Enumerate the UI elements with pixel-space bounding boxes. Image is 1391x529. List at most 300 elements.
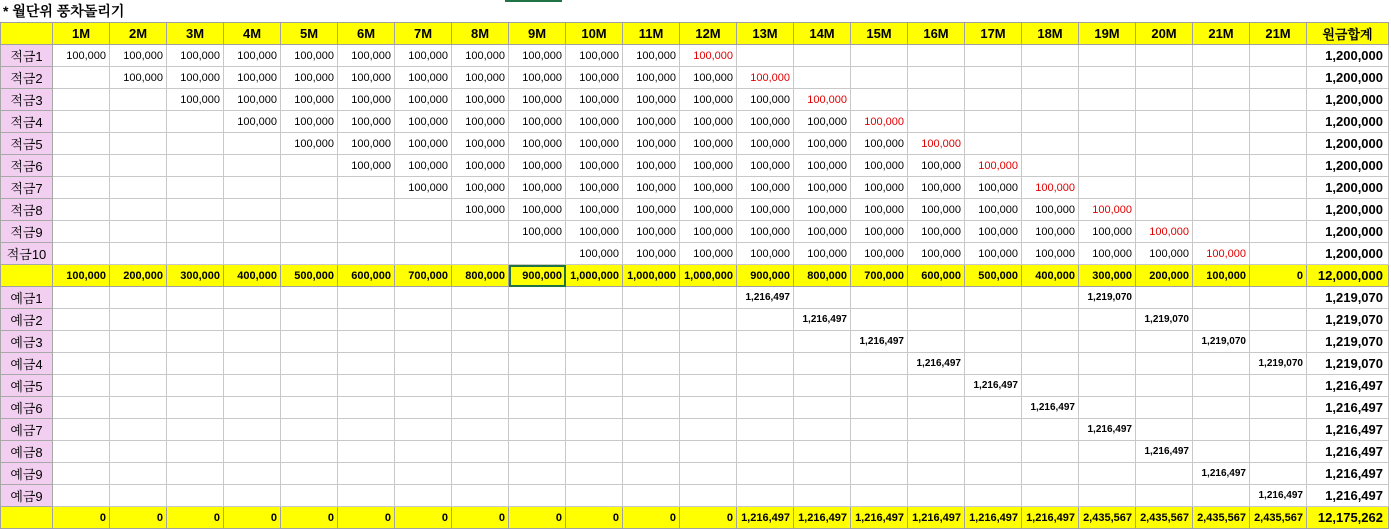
month-header[interactable]: 19M (1079, 23, 1136, 45)
deposit-amount-cell[interactable]: 100,000 (509, 199, 566, 221)
deposit-amount-cell[interactable] (110, 177, 167, 199)
deposit-amount-cell[interactable]: 100,000 (680, 133, 737, 155)
deposit-value-cell[interactable] (509, 375, 566, 397)
deposit-amount-cell[interactable]: 100,000 (452, 177, 509, 199)
deposit-value-cell[interactable] (1193, 375, 1250, 397)
deposit-amount-cell[interactable]: 100,000 (395, 177, 452, 199)
deposit-amount-cell[interactable] (851, 67, 908, 89)
deposit-value-cell[interactable] (167, 331, 224, 353)
row-total-cell[interactable]: 1,200,000 (1307, 199, 1389, 221)
deposit-amount-cell[interactable]: 100,000 (623, 199, 680, 221)
deposit-value-cell[interactable] (167, 419, 224, 441)
deposit-value-cell[interactable] (338, 485, 395, 507)
deposit-amount-cell[interactable] (965, 111, 1022, 133)
row-total-cell[interactable]: 1,216,497 (1307, 397, 1389, 419)
deposit-value-cell[interactable] (1022, 441, 1079, 463)
deposit-amount-cell[interactable]: 100,000 (509, 111, 566, 133)
deposit-value-cell[interactable] (566, 485, 623, 507)
deposit-value-cell[interactable] (1079, 331, 1136, 353)
monthly-sum-cell[interactable]: 0 (53, 507, 110, 529)
deposit-value-cell[interactable] (680, 309, 737, 331)
deposit-amount-cell[interactable] (908, 111, 965, 133)
monthly-sum-cell[interactable]: 100,000 (53, 265, 110, 287)
month-header[interactable]: 2M (110, 23, 167, 45)
deposit-value-cell[interactable] (1022, 375, 1079, 397)
deposit-amount-cell[interactable]: 100,000 (965, 199, 1022, 221)
deposit-amount-cell[interactable]: 100,000 (965, 177, 1022, 199)
deposit-amount-cell[interactable]: 100,000 (794, 133, 851, 155)
deposit-value-cell[interactable] (281, 441, 338, 463)
deposit-value-cell[interactable] (794, 397, 851, 419)
deposit-amount-cell[interactable]: 100,000 (224, 111, 281, 133)
deposit-value-cell[interactable] (224, 331, 281, 353)
monthly-sum-cell[interactable]: 0 (281, 507, 338, 529)
deposit-amount-cell[interactable] (1136, 133, 1193, 155)
deposit-amount-cell[interactable]: 100,000 (509, 177, 566, 199)
month-header[interactable]: 4M (224, 23, 281, 45)
deposit-value-cell[interactable] (794, 375, 851, 397)
deposit-value-cell[interactable] (1136, 419, 1193, 441)
deposit-value-cell[interactable] (338, 441, 395, 463)
deposit-amount-cell[interactable]: 100,000 (566, 199, 623, 221)
deposit-amount-cell[interactable]: 100,000 (794, 243, 851, 265)
deposit-row-label[interactable]: 예금6 (1, 397, 53, 419)
deposit-amount-cell[interactable]: 100,000 (224, 89, 281, 111)
deposit-value-cell[interactable] (53, 331, 110, 353)
deposit-amount-cell[interactable] (1079, 89, 1136, 111)
monthly-sum-cell[interactable]: 500,000 (281, 265, 338, 287)
deposit-value-cell[interactable] (908, 309, 965, 331)
deposit-value-cell[interactable] (509, 419, 566, 441)
deposit-amount-cell[interactable]: 100,000 (566, 45, 623, 67)
deposit-amount-cell[interactable]: 100,000 (338, 155, 395, 177)
deposit-row-label[interactable]: 예금8 (1, 441, 53, 463)
deposit-amount-cell[interactable] (851, 89, 908, 111)
deposit-value-cell[interactable] (395, 397, 452, 419)
row-total-cell[interactable]: 1,219,070 (1307, 287, 1389, 309)
month-header[interactable]: 14M (794, 23, 851, 45)
deposit-amount-cell[interactable] (1193, 111, 1250, 133)
deposit-amount-cell[interactable]: 100,000 (566, 177, 623, 199)
deposit-value-cell[interactable] (680, 375, 737, 397)
deposit-amount-cell[interactable] (53, 243, 110, 265)
deposit-value-cell[interactable] (1136, 375, 1193, 397)
month-header[interactable]: 10M (566, 23, 623, 45)
deposit-value-cell[interactable] (908, 287, 965, 309)
row-total-cell[interactable]: 1,216,497 (1307, 375, 1389, 397)
monthly-sum-cell[interactable]: 0 (623, 507, 680, 529)
deposit-value-cell[interactable] (338, 353, 395, 375)
deposit-value-cell[interactable] (851, 441, 908, 463)
deposit-value-cell[interactable]: 1,216,497 (908, 353, 965, 375)
monthly-sum-cell[interactable]: 500,000 (965, 265, 1022, 287)
deposit-value-cell[interactable] (680, 353, 737, 375)
deposit-value-cell[interactable] (965, 331, 1022, 353)
deposit-amount-cell[interactable]: 100,000 (680, 155, 737, 177)
monthly-sum-cell[interactable]: 1,216,497 (908, 507, 965, 529)
deposit-value-cell[interactable] (908, 485, 965, 507)
deposit-value-cell[interactable] (1136, 331, 1193, 353)
deposit-value-cell[interactable] (1193, 419, 1250, 441)
month-header[interactable]: 7M (395, 23, 452, 45)
deposit-amount-cell[interactable]: 100,000 (851, 221, 908, 243)
deposit-value-cell[interactable] (566, 419, 623, 441)
deposit-value-cell[interactable]: 1,216,497 (794, 309, 851, 331)
deposit-value-cell[interactable] (281, 397, 338, 419)
row-total-cell[interactable]: 1,200,000 (1307, 177, 1389, 199)
deposit-value-cell[interactable] (224, 419, 281, 441)
month-header[interactable]: 9M (509, 23, 566, 45)
deposit-value-cell[interactable] (395, 353, 452, 375)
deposit-value-cell[interactable] (110, 331, 167, 353)
savings-row-label[interactable]: 적금6 (1, 155, 53, 177)
deposit-amount-cell[interactable]: 100,000 (338, 67, 395, 89)
deposit-amount-cell[interactable] (509, 243, 566, 265)
deposit-amount-cell[interactable] (110, 221, 167, 243)
deposit-amount-cell[interactable]: 100,000 (452, 133, 509, 155)
deposit-value-cell[interactable] (452, 419, 509, 441)
deposit-amount-cell[interactable]: 100,000 (623, 67, 680, 89)
deposit-amount-cell[interactable]: 100,000 (509, 89, 566, 111)
row-total-cell[interactable]: 1,219,070 (1307, 309, 1389, 331)
deposit-value-cell[interactable] (509, 441, 566, 463)
monthly-sum-cell[interactable]: 100,000 (1193, 265, 1250, 287)
deposit-amount-cell[interactable] (224, 199, 281, 221)
deposit-amount-cell[interactable] (110, 111, 167, 133)
deposit-value-cell[interactable] (281, 287, 338, 309)
monthly-sum-cell[interactable]: 1,000,000 (566, 265, 623, 287)
savings-row-label[interactable]: 적금1 (1, 45, 53, 67)
deposit-value-cell[interactable] (110, 309, 167, 331)
deposit-amount-cell[interactable]: 100,000 (1079, 243, 1136, 265)
deposit-value-cell[interactable] (509, 353, 566, 375)
deposit-amount-cell[interactable] (110, 243, 167, 265)
deposit-value-cell[interactable] (395, 287, 452, 309)
deposit-amount-cell[interactable] (908, 45, 965, 67)
monthly-sum-cell[interactable]: 0 (509, 507, 566, 529)
deposit-value-cell[interactable] (794, 353, 851, 375)
sum-row-label[interactable] (1, 265, 53, 287)
deposit-amount-cell[interactable]: 100,000 (281, 133, 338, 155)
row-total-cell[interactable]: 1,216,497 (1307, 441, 1389, 463)
deposit-value-cell[interactable]: 1,219,070 (1136, 309, 1193, 331)
deposit-amount-cell[interactable] (224, 243, 281, 265)
deposit-amount-cell[interactable]: 100,000 (680, 111, 737, 133)
deposit-amount-cell[interactable]: 100,000 (338, 45, 395, 67)
savings-row-label[interactable]: 적금7 (1, 177, 53, 199)
deposit-amount-cell[interactable] (737, 45, 794, 67)
deposit-value-cell[interactable]: 1,219,070 (1079, 287, 1136, 309)
savings-row-label[interactable]: 적금3 (1, 89, 53, 111)
monthly-sum-cell[interactable]: 600,000 (908, 265, 965, 287)
deposit-amount-cell[interactable]: 100,000 (395, 111, 452, 133)
deposit-value-cell[interactable] (1022, 463, 1079, 485)
deposit-value-cell[interactable] (53, 309, 110, 331)
deposit-amount-cell[interactable] (1136, 67, 1193, 89)
deposit-amount-cell[interactable]: 100,000 (452, 155, 509, 177)
deposit-value-cell[interactable] (965, 463, 1022, 485)
row-total-cell[interactable]: 1,216,497 (1307, 463, 1389, 485)
deposit-amount-cell[interactable]: 100,000 (566, 243, 623, 265)
deposit-value-cell[interactable] (395, 419, 452, 441)
deposit-row-label[interactable]: 예금1 (1, 287, 53, 309)
deposit-amount-cell[interactable] (851, 45, 908, 67)
deposit-value-cell[interactable] (566, 375, 623, 397)
deposit-amount-cell[interactable]: 100,000 (794, 155, 851, 177)
deposit-amount-cell[interactable] (167, 155, 224, 177)
deposit-value-cell[interactable] (1250, 375, 1307, 397)
deposit-amount-cell[interactable]: 100,000 (281, 67, 338, 89)
deposit-value-cell[interactable] (566, 287, 623, 309)
deposit-value-cell[interactable] (1136, 397, 1193, 419)
monthly-sum-cell[interactable]: 700,000 (395, 265, 452, 287)
deposit-value-cell[interactable] (224, 353, 281, 375)
deposit-value-cell[interactable] (566, 353, 623, 375)
month-header[interactable]: 18M (1022, 23, 1079, 45)
deposit-amount-cell[interactable]: 100,000 (566, 133, 623, 155)
deposit-value-cell[interactable]: 1,216,497 (1193, 463, 1250, 485)
deposit-value-cell[interactable]: 1,216,497 (1250, 485, 1307, 507)
deposit-value-cell[interactable] (1136, 485, 1193, 507)
deposit-value-cell[interactable] (53, 375, 110, 397)
deposit-value-cell[interactable]: 1,216,497 (1079, 419, 1136, 441)
deposit-amount-cell[interactable] (452, 243, 509, 265)
deposit-amount-cell[interactable]: 100,000 (110, 67, 167, 89)
deposit-row-label[interactable]: 예금9 (1, 485, 53, 507)
deposit-value-cell[interactable] (623, 463, 680, 485)
deposit-value-cell[interactable] (965, 309, 1022, 331)
deposit-value-cell[interactable] (1250, 397, 1307, 419)
deposit-amount-cell[interactable] (1250, 89, 1307, 111)
deposit-amount-cell[interactable]: 100,000 (623, 155, 680, 177)
deposit-value-cell[interactable] (53, 397, 110, 419)
deposit-value-cell[interactable] (110, 463, 167, 485)
deposit-value-cell[interactable] (281, 331, 338, 353)
deposit-amount-cell[interactable] (1022, 67, 1079, 89)
deposit-amount-cell[interactable] (110, 89, 167, 111)
maturity-cell[interactable]: 100,000 (794, 89, 851, 111)
deposit-value-cell[interactable] (1022, 331, 1079, 353)
deposit-value-cell[interactable] (794, 419, 851, 441)
deposit-amount-cell[interactable]: 100,000 (680, 67, 737, 89)
month-header[interactable]: 8M (452, 23, 509, 45)
deposit-value-cell[interactable] (1022, 485, 1079, 507)
deposit-value-cell[interactable] (1250, 287, 1307, 309)
deposit-amount-cell[interactable] (167, 243, 224, 265)
row-total-cell[interactable]: 1,200,000 (1307, 243, 1389, 265)
deposit-value-cell[interactable] (281, 309, 338, 331)
deposit-amount-cell[interactable] (1136, 89, 1193, 111)
month-header[interactable]: 6M (338, 23, 395, 45)
deposit-amount-cell[interactable]: 100,000 (1136, 243, 1193, 265)
deposit-amount-cell[interactable] (1136, 199, 1193, 221)
deposit-amount-cell[interactable] (1193, 67, 1250, 89)
deposit-amount-cell[interactable]: 100,000 (1022, 199, 1079, 221)
deposit-value-cell[interactable] (167, 287, 224, 309)
deposit-amount-cell[interactable] (1250, 199, 1307, 221)
deposit-value-cell[interactable] (851, 485, 908, 507)
deposit-value-cell[interactable] (680, 463, 737, 485)
deposit-amount-cell[interactable]: 100,000 (395, 133, 452, 155)
deposit-amount-cell[interactable]: 100,000 (680, 243, 737, 265)
deposit-amount-cell[interactable] (965, 67, 1022, 89)
deposit-amount-cell[interactable]: 100,000 (623, 133, 680, 155)
deposit-value-cell[interactable] (1022, 309, 1079, 331)
deposit-amount-cell[interactable]: 100,000 (395, 89, 452, 111)
monthly-sum-cell[interactable]: 2,435,567 (1250, 507, 1307, 529)
deposit-value-cell[interactable] (224, 375, 281, 397)
deposit-amount-cell[interactable]: 100,000 (452, 111, 509, 133)
deposit-amount-cell[interactable] (1250, 67, 1307, 89)
deposit-amount-cell[interactable] (281, 177, 338, 199)
deposit-amount-cell[interactable] (1079, 111, 1136, 133)
savings-row-label[interactable]: 적금5 (1, 133, 53, 155)
deposit-amount-cell[interactable]: 100,000 (908, 155, 965, 177)
month-header[interactable]: 12M (680, 23, 737, 45)
deposit-amount-cell[interactable]: 100,000 (794, 177, 851, 199)
deposit-value-cell[interactable] (509, 397, 566, 419)
monthly-sum-cell[interactable]: 400,000 (224, 265, 281, 287)
maturity-cell[interactable]: 100,000 (680, 45, 737, 67)
deposit-amount-cell[interactable]: 100,000 (851, 177, 908, 199)
deposit-value-cell[interactable] (167, 397, 224, 419)
deposit-value-cell[interactable] (167, 353, 224, 375)
maturity-cell[interactable]: 100,000 (965, 155, 1022, 177)
monthly-sum-cell[interactable]: 0 (680, 507, 737, 529)
deposit-value-cell[interactable] (395, 331, 452, 353)
grand-total-cell[interactable]: 12,175,262 (1307, 507, 1389, 529)
deposit-amount-cell[interactable]: 100,000 (167, 67, 224, 89)
deposit-amount-cell[interactable]: 100,000 (566, 111, 623, 133)
deposit-amount-cell[interactable] (53, 133, 110, 155)
deposit-value-cell[interactable] (53, 441, 110, 463)
deposit-amount-cell[interactable] (53, 155, 110, 177)
month-header[interactable]: 17M (965, 23, 1022, 45)
deposit-value-cell[interactable] (1193, 287, 1250, 309)
monthly-sum-cell[interactable]: 800,000 (452, 265, 509, 287)
deposit-amount-cell[interactable]: 100,000 (224, 67, 281, 89)
deposit-value-cell[interactable] (509, 463, 566, 485)
monthly-sum-cell[interactable]: 200,000 (1136, 265, 1193, 287)
monthly-sum-cell[interactable]: 400,000 (1022, 265, 1079, 287)
deposit-row-label[interactable]: 예금7 (1, 419, 53, 441)
deposit-value-cell[interactable] (1022, 419, 1079, 441)
deposit-value-cell[interactable] (338, 287, 395, 309)
deposit-amount-cell[interactable] (224, 133, 281, 155)
row-total-cell[interactable]: 1,200,000 (1307, 89, 1389, 111)
deposit-value-cell[interactable] (680, 441, 737, 463)
deposit-value-cell[interactable] (680, 287, 737, 309)
deposit-amount-cell[interactable] (1136, 177, 1193, 199)
deposit-value-cell[interactable] (1250, 309, 1307, 331)
row-total-cell[interactable]: 1,200,000 (1307, 133, 1389, 155)
deposit-value-cell[interactable] (110, 419, 167, 441)
deposit-value-cell[interactable] (965, 419, 1022, 441)
deposit-amount-cell[interactable] (110, 155, 167, 177)
deposit-value-cell[interactable] (452, 309, 509, 331)
maturity-cell[interactable]: 100,000 (1136, 221, 1193, 243)
deposit-value-cell[interactable] (1079, 309, 1136, 331)
deposit-amount-cell[interactable]: 100,000 (509, 155, 566, 177)
monthly-sum-cell[interactable]: 1,216,497 (794, 507, 851, 529)
deposit-amount-cell[interactable] (1079, 177, 1136, 199)
deposit-amount-cell[interactable] (1193, 133, 1250, 155)
deposit-amount-cell[interactable]: 100,000 (623, 111, 680, 133)
deposit-value-cell[interactable] (965, 353, 1022, 375)
deposit-amount-cell[interactable] (338, 221, 395, 243)
savings-row-label[interactable]: 적금4 (1, 111, 53, 133)
deposit-value-cell[interactable]: 1,216,497 (851, 331, 908, 353)
deposit-amount-cell[interactable]: 100,000 (1079, 221, 1136, 243)
deposit-value-cell[interactable] (110, 287, 167, 309)
deposit-value-cell[interactable] (1250, 331, 1307, 353)
deposit-amount-cell[interactable]: 100,000 (110, 45, 167, 67)
deposit-amount-cell[interactable]: 100,000 (566, 67, 623, 89)
deposit-amount-cell[interactable] (1079, 67, 1136, 89)
deposit-value-cell[interactable] (623, 331, 680, 353)
maturity-cell[interactable]: 100,000 (1079, 199, 1136, 221)
deposit-amount-cell[interactable]: 100,000 (566, 221, 623, 243)
deposit-value-cell[interactable] (566, 331, 623, 353)
deposit-amount-cell[interactable]: 100,000 (908, 221, 965, 243)
deposit-value-cell[interactable] (1250, 463, 1307, 485)
deposit-amount-cell[interactable] (281, 155, 338, 177)
deposit-value-cell[interactable] (794, 485, 851, 507)
deposit-amount-cell[interactable] (1193, 89, 1250, 111)
deposit-amount-cell[interactable] (1193, 177, 1250, 199)
deposit-amount-cell[interactable]: 100,000 (623, 243, 680, 265)
deposit-value-cell[interactable] (737, 397, 794, 419)
deposit-amount-cell[interactable] (167, 111, 224, 133)
month-header[interactable]: 20M (1136, 23, 1193, 45)
deposit-amount-cell[interactable] (794, 45, 851, 67)
total-header[interactable]: 원금합계 (1307, 23, 1389, 45)
deposit-value-cell[interactable] (851, 309, 908, 331)
deposit-value-cell[interactable] (851, 375, 908, 397)
deposit-amount-cell[interactable]: 100,000 (908, 199, 965, 221)
deposit-amount-cell[interactable]: 100,000 (338, 111, 395, 133)
deposit-value-cell[interactable] (281, 463, 338, 485)
deposit-amount-cell[interactable] (167, 199, 224, 221)
deposit-value-cell[interactable] (1022, 287, 1079, 309)
deposit-amount-cell[interactable] (1193, 155, 1250, 177)
deposit-amount-cell[interactable] (224, 177, 281, 199)
deposit-amount-cell[interactable]: 100,000 (1022, 221, 1079, 243)
monthly-sum-cell[interactable]: 0 (167, 507, 224, 529)
deposit-value-cell[interactable] (794, 331, 851, 353)
deposit-value-cell[interactable] (965, 485, 1022, 507)
monthly-sum-cell[interactable]: 2,435,567 (1079, 507, 1136, 529)
deposit-amount-cell[interactable] (1022, 45, 1079, 67)
deposit-amount-cell[interactable]: 100,000 (965, 243, 1022, 265)
deposit-amount-cell[interactable]: 100,000 (851, 155, 908, 177)
deposit-amount-cell[interactable] (1193, 199, 1250, 221)
deposit-amount-cell[interactable]: 100,000 (794, 111, 851, 133)
deposit-value-cell[interactable] (1193, 397, 1250, 419)
deposit-amount-cell[interactable] (224, 155, 281, 177)
deposit-value-cell[interactable]: 1,219,070 (1250, 353, 1307, 375)
deposit-amount-cell[interactable]: 100,000 (737, 111, 794, 133)
row-total-cell[interactable]: 1,200,000 (1307, 111, 1389, 133)
deposit-value-cell[interactable] (110, 441, 167, 463)
deposit-value-cell[interactable] (281, 419, 338, 441)
deposit-amount-cell[interactable] (1193, 45, 1250, 67)
deposit-value-cell[interactable] (224, 463, 281, 485)
deposit-amount-cell[interactable]: 100,000 (794, 199, 851, 221)
monthly-sum-cell[interactable]: 1,000,000 (623, 265, 680, 287)
deposit-amount-cell[interactable] (53, 89, 110, 111)
deposit-amount-cell[interactable] (965, 45, 1022, 67)
